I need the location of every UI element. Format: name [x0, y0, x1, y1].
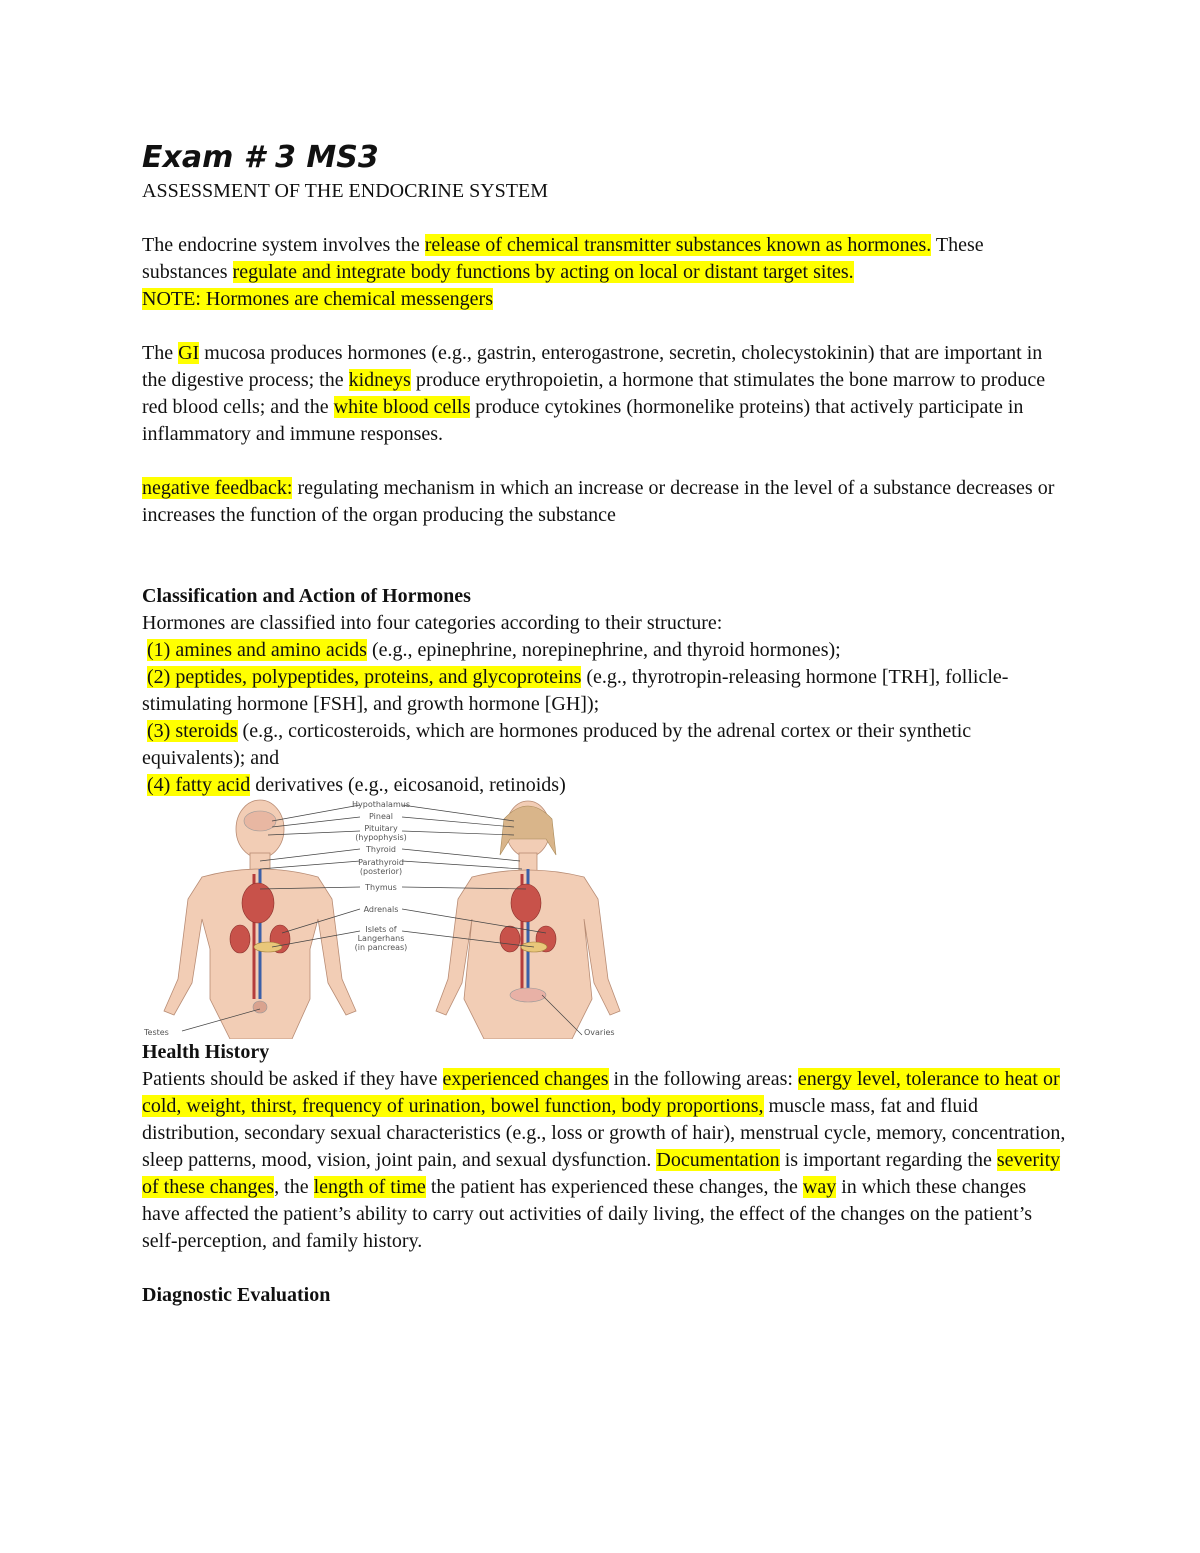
organs-text-1: The — [142, 342, 179, 364]
figure-label: Pituitary — [364, 824, 398, 833]
figure-label: Hypothalamus — [352, 800, 410, 809]
intro-text-2: These substances — [142, 234, 984, 283]
document-title: Exam # 3 MS3 — [142, 140, 379, 175]
diagnostic-heading: Diagnostic Evaluation — [142, 1284, 331, 1306]
classification-heading: Classification and Action of Hormones — [142, 585, 471, 607]
history-heading: Health History — [142, 1041, 270, 1063]
note-highlight: NOTE: Hormones are chemical messengers — [142, 288, 493, 310]
history-text-3: muscle mass, fat and fluid distribution, secondary sexual characteristics (e.g., loss or growth of hair), menstrual cycle, memory, concentration, sleep patterns, mood, vision, joint pain, and sexual dysfunction. — [142, 1095, 1066, 1171]
feedback-paragraph — [142, 475, 1067, 529]
intro-highlight-2: regulate and integrate body functions by acting on local or distant target sites. — [232, 261, 854, 283]
item2-highlight: (2) peptides, polypeptides, proteins, and glycoproteins — [147, 666, 582, 688]
figure-label: Parathyroid — [358, 858, 404, 867]
figure-label: Langerhans — [357, 934, 405, 943]
document-page — [142, 138, 1067, 1309]
history-text-6: the patient has experienced these changes, the — [425, 1176, 803, 1198]
history-text-1: Patients should be asked if they have — [142, 1068, 443, 1090]
history-highlight-6: way — [802, 1176, 837, 1198]
classification-item-1 — [142, 637, 1067, 664]
figure-label: (hypophysis) — [355, 833, 407, 842]
feedback-term: negative feedback: — [142, 477, 293, 499]
figure-label: (in pancreas) — [354, 943, 408, 952]
history-text-7: in which these changes have affected the patient’s ability to carry out activities of daily living, the effect of the changes on the patient’s self-perception, and family history. — [142, 1176, 1033, 1252]
history-highlight-3: Documentation — [656, 1149, 780, 1171]
organs-text-3: produce erythropoietin, a hormone that stimulates the bone marrow to produce red blood cells; and the — [142, 369, 1046, 418]
figure-label: Thyroid — [366, 845, 396, 854]
history-text-4: is important regarding the — [779, 1149, 997, 1171]
organs-text-2: mucosa produces hormones (e.g., gastrin, enterogastrone, secretin, cholecystokinin) that are important in the digestive process; the — [142, 342, 1043, 391]
intro-highlight-1: release of chemical transmitter substances known as hormones. — [424, 234, 932, 256]
item4-text: derivatives (e.g., eicosanoid, retinoids) — [250, 774, 566, 796]
figure-label: Thymus — [365, 883, 397, 892]
endocrine-figure-svg — [142, 799, 632, 1039]
item4-highlight: (4) fatty acid — [147, 774, 251, 796]
figure-label: Adrenals — [363, 905, 399, 914]
classification-item-2 — [142, 664, 1067, 718]
classification-item-3 — [142, 718, 1067, 772]
classification-intro: Hormones are classified into four categories according to their structure: — [142, 612, 723, 634]
intro-paragraph — [142, 232, 1067, 286]
item1-text: (e.g., epinephrine, norepinephrine, and thyroid hormones); — [366, 639, 841, 661]
male-body — [164, 800, 356, 1039]
history-text-5: , the — [274, 1176, 314, 1198]
note-line — [142, 286, 1067, 313]
document-subtitle: ASSESSMENT OF THE ENDOCRINE SYSTEM — [142, 180, 548, 202]
figure-label: (posterior) — [359, 867, 403, 876]
figure-label: Pineal — [369, 812, 393, 821]
history-text-2: in the following areas: — [608, 1068, 798, 1090]
endocrine-glands-figure — [142, 799, 632, 1039]
organs-highlight-gi: GI — [178, 342, 200, 364]
figure-label: Ovaries — [584, 1028, 615, 1037]
organs-text-4: produce cytokines (hormonelike proteins) that actively participate in inflammatory and immune responses. — [142, 396, 1024, 445]
item2-text: (e.g., thyrotropin-releasing hormone [TRH], follicle-stimulating hormone [FSH], and growth hormone [GH]); — [142, 666, 1009, 715]
history-highlight-5: length of time — [313, 1176, 426, 1198]
history-highlight-2: energy level, tolerance to heat or cold, weight, thirst, frequency of urination, bowel function, body proportions, — [142, 1068, 1060, 1117]
figure-label: Testes — [144, 1028, 169, 1037]
history-highlight-4: severity of these changes — [142, 1149, 1061, 1198]
organs-highlight-kidneys: kidneys — [348, 369, 411, 391]
history-highlight-1: experienced changes — [442, 1068, 609, 1090]
figure-label: Islets of — [365, 925, 397, 934]
item3-highlight: (3) steroids — [147, 720, 238, 742]
item1-highlight: (1) amines and amino acids — [147, 639, 367, 661]
female-body — [436, 801, 620, 1039]
history-paragraph — [142, 1066, 1067, 1255]
feedback-definition: regulating mechanism in which an increase or decrease in the level of a substance decreases or increases the function of the organ producing the substance — [142, 477, 1055, 526]
organs-paragraph — [142, 340, 1067, 448]
intro-text-1: The endocrine system involves the — [142, 234, 425, 256]
organs-highlight-wbc: white blood cells — [333, 396, 471, 418]
item3-text: (e.g., corticosteroids, which are hormones produced by the adrenal cortex or their synthetic equivalents); and — [142, 720, 972, 769]
classification-item-4 — [142, 772, 1067, 799]
